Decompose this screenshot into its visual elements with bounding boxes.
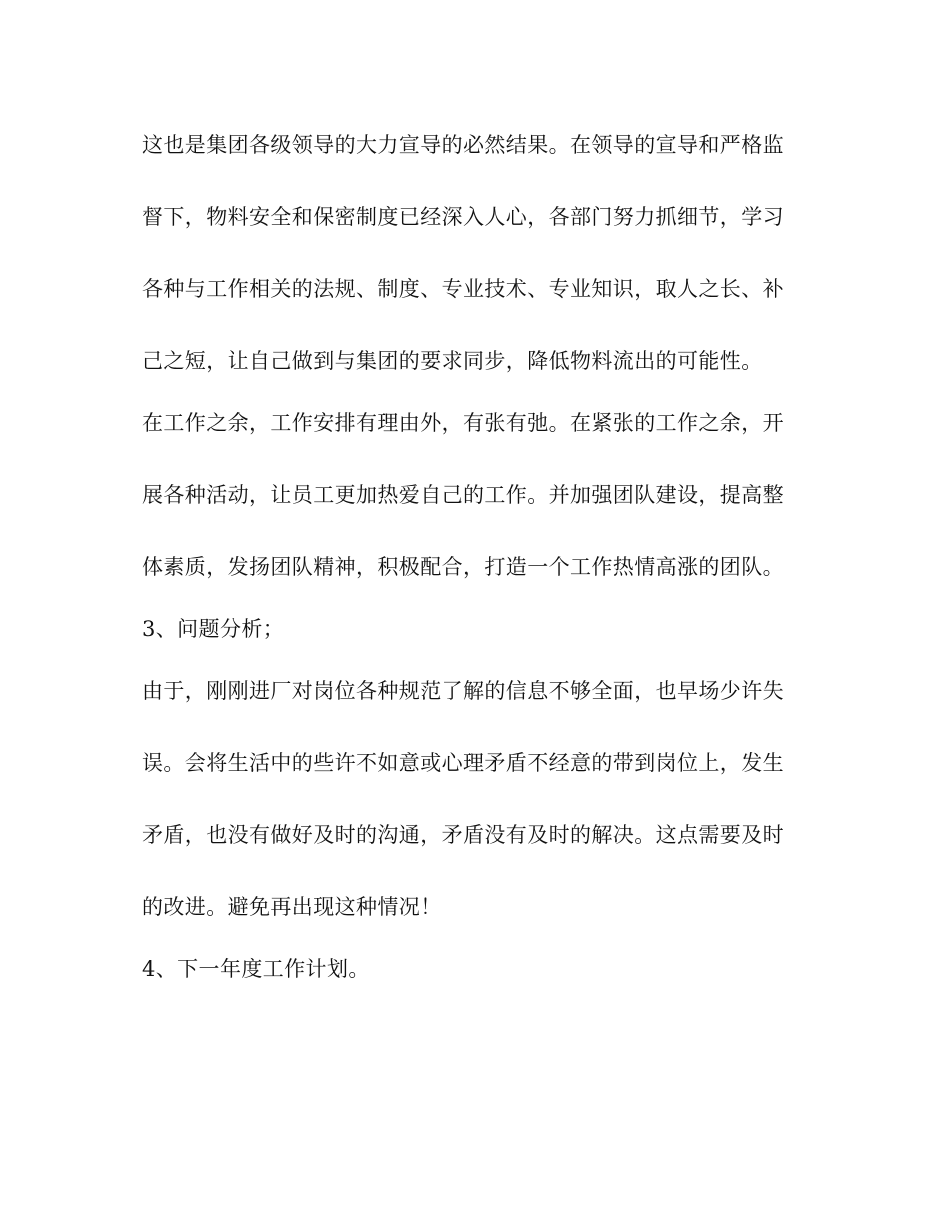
- paragraph-line: 的改进。避免再出现这种情况！: [142, 895, 442, 919]
- paragraph-line: 展各种活动，让员工更加热爱自己的工作。并加强团队建设，提高整: [142, 483, 784, 507]
- paragraph-line: 矛盾，也没有做好及时的沟通，矛盾没有及时的解决。这点需要及时: [142, 823, 784, 847]
- section-heading: 3、问题分析；: [142, 617, 285, 641]
- paragraph-line: 体素质，发扬团队精神，积极配合，打造一个工作热情高涨的团队。: [142, 555, 784, 579]
- paragraph-line: 在工作之余，工作安排有理由外，有张有弛。在紧张的工作之余，开: [142, 411, 784, 435]
- section-heading: 4、下一年度工作计划。: [142, 957, 370, 981]
- paragraph-line: 各种与工作相关的法规、制度、专业技术、专业知识，取人之长、补: [142, 277, 784, 301]
- paragraph-line: 由于，刚刚进厂对岗位各种规范了解的信息不够全面，也早场少许失: [142, 679, 784, 703]
- paragraph-line: 这也是集团各级领导的大力宣导的必然结果。在领导的宣导和严格监: [142, 133, 784, 157]
- paragraph-line: 误。会将生活中的些许不如意或心理矛盾不经意的带到岗位上，发生: [142, 751, 784, 775]
- paragraph-line: 督下，物料安全和保密制度已经深入人心，各部门努力抓细节，学习: [142, 205, 784, 229]
- paragraph-line: 己之短，让自己做到与集团的要求同步，降低物料流出的可能性。: [142, 349, 763, 373]
